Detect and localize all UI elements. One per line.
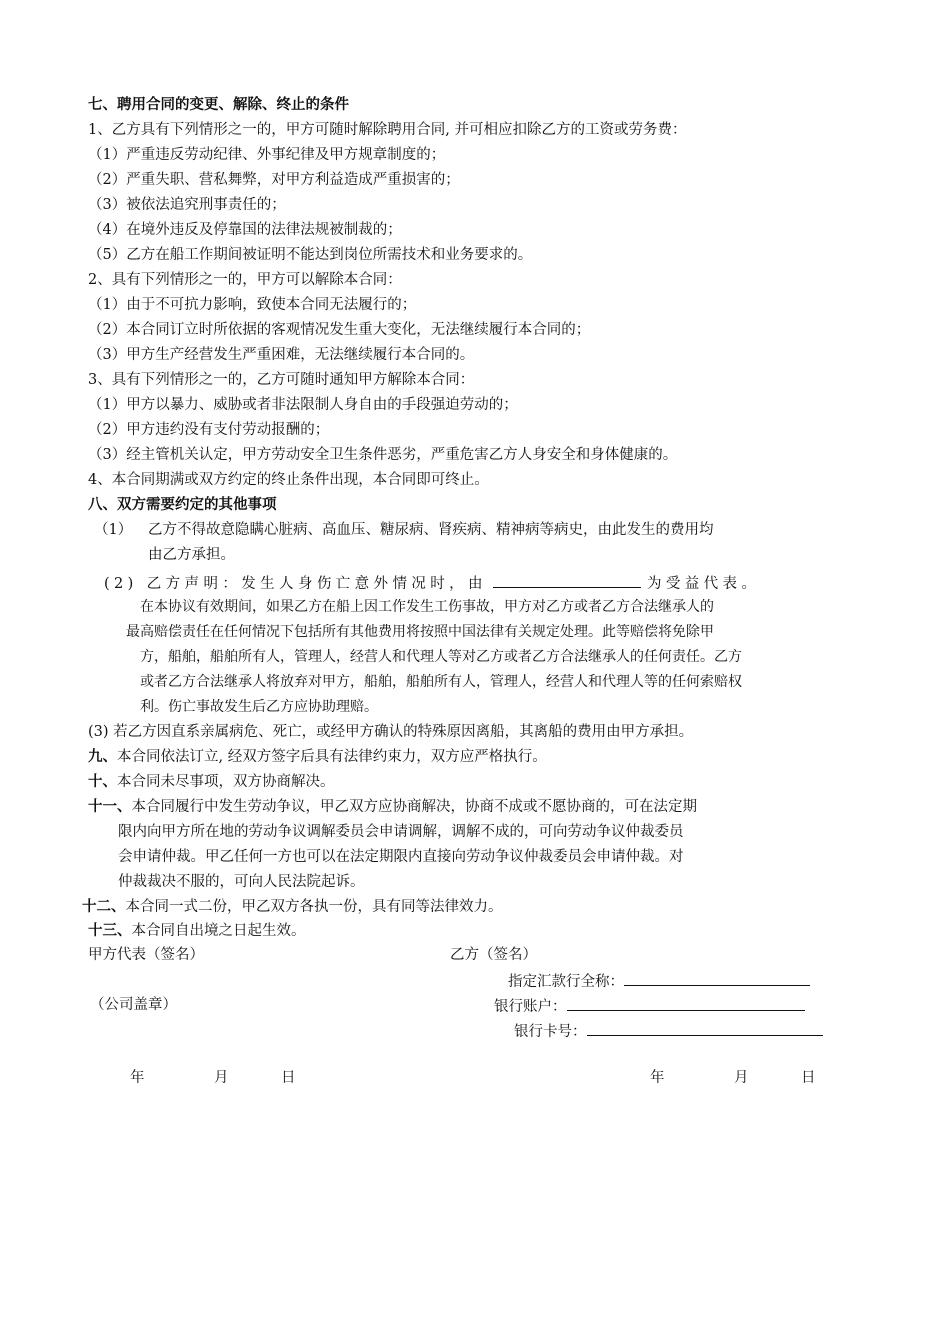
section-7-title: 七、聘用合同的变更、解除、终止的条件 (88, 96, 349, 113)
section-13-text: 本合同自出境之日起生效。 (131, 923, 306, 939)
s8-item-1-number: （1） (94, 522, 133, 538)
s8-item-2-declaration (104, 572, 830, 594)
s8-item-3: (3) 若乙方因直系亲属病危、死亡，或经甲方确认的特殊原因离船，其离船的费用由甲方承担。 (88, 724, 694, 740)
section-11 (88, 797, 697, 817)
bank-card-label: 银行卡号： (514, 1024, 587, 1040)
bank-account-field[interactable] (567, 995, 805, 1011)
section-9 (88, 747, 547, 767)
s7-clause-1: 1、乙方具有下列情形之一的，甲方可随时解除聘用合同, 并可相应扣除乙方的工资或劳务费： (88, 122, 687, 138)
s7-clause-3: 3、具有下列情形之一的，乙方可随时通知甲方解除本合同： (88, 372, 475, 388)
s7-c2-item: （2）本合同订立时所依据的客观情况发生重大变化，无法继续履行本合同的； (88, 322, 591, 338)
month-label: 月 (734, 1070, 749, 1086)
month-label: 月 (214, 1070, 229, 1086)
s7-c1-item: （2）严重失职、营私舞弊，对甲方利益造成严重损害的； (88, 172, 460, 188)
beneficiary-blank-line (493, 572, 641, 588)
bank-name-row (508, 970, 810, 992)
bank-name-label: 指定汇款行全称： (508, 974, 624, 990)
section-11-cont: 会申请仲裁。甲乙任何一方也可以在法定期限内直接向劳动争议仲裁委员会申请仲裁。对 (118, 849, 684, 865)
date-row-party-b (0, 1068, 950, 1090)
s7-c1-item: （1）严重违反劳动纪律、外事纪律及甲方规章制度的； (88, 147, 446, 163)
s8-item-2-lead: (2) 乙方声明：发生人身伤亡意外情况时，由 (104, 576, 487, 592)
party-a-signature-label: 甲方代表（签名） (88, 947, 204, 963)
year-label: 年 (130, 1070, 145, 1086)
bank-account-label: 银行账户： (494, 999, 567, 1015)
section-13-number: 十三、 (88, 922, 132, 939)
year-label: 年 (650, 1070, 665, 1086)
section-11-text: 本合同履行中发生劳动争议，甲乙双方应协商解决，协商不成或不愿协商的，可在法定期 (131, 799, 697, 815)
s7-c1-item: （5）乙方在船工作期间被证明不能达到岗位所需技术和业务要求的。 (88, 247, 533, 263)
company-seal-label: （公司盖章） (90, 997, 177, 1013)
party-b-signature-label: 乙方（签名） (450, 947, 537, 963)
section-11-cont: 仲裁裁决不服的，可向人民法院起诉。 (118, 874, 365, 890)
s8-item-1-text: 乙方不得故意隐瞒心脏病、高血压、糖尿病、肾疾病、精神病等病史，由此发生的费用均 (148, 522, 714, 538)
s8-item-2-body: 或者乙方合法继承人将放弃对甲方，船舶，船舶所有人，管理人，经营人和代理人等的任何索赔权 (140, 674, 742, 690)
s8-item-2-body: 利。伤亡事故发生后乙方应协助理赔。 (140, 699, 378, 715)
s8-item-2-body: 在本协议有效期间，如果乙方在船上因工作发生工伤事故，甲方对乙方或者乙方合法继承人的 (140, 599, 714, 615)
section-13 (88, 921, 306, 941)
section-8-title: 八、双方需要约定的其他事项 (88, 496, 277, 513)
s7-c3-item: （2）甲方违约没有支付劳动报酬的； (88, 422, 330, 438)
section-10-number: 十、 (88, 773, 117, 790)
s8-item-1-text-cont: 由乙方承担。 (148, 547, 235, 563)
s8-item-2-body: 最高赔偿责任在任何情况下包括所有其他费用将按照中国法律有关规定处理。此等赔偿将免除甲 (126, 624, 714, 640)
bank-account-row (494, 995, 805, 1017)
s7-clause-4: 4、本合同期满或双方约定的终止条件出现，本合同即可终止。 (88, 472, 489, 488)
section-10-text: 本合同未尽事项，双方协商解决。 (117, 774, 335, 790)
s8-item-2-body: 方，船舶，船舶所有人，管理人，经营人和代理人等对乙方或者乙方合法继承人的任何责任。乙方 (140, 649, 742, 665)
s7-c1-item: （4）在境外违反及停靠国的法律法规被制裁的； (88, 222, 402, 238)
section-9-text: 本合同依法订立, 经双方签字后具有法律约束力，双方应严格执行。 (117, 749, 547, 765)
bank-card-field[interactable] (587, 1020, 823, 1036)
s7-c1-item: （3）被依法追究刑事责任的； (88, 197, 286, 213)
section-12-number: 十二、 (82, 898, 126, 915)
day-label: 日 (801, 1070, 816, 1086)
s7-c2-item: （1）由于不可抗力影响，致使本合同无法履行的； (88, 297, 417, 313)
s8-item-2-tail: 为受益代表。 (646, 576, 761, 592)
day-label: 日 (281, 1070, 296, 1086)
s7-clause-2: 2、具有下列情形之一的，甲方可以解除本合同： (88, 272, 402, 288)
section-12-text: 本合同一式二份，甲乙双方各执一份，具有同等法律效力。 (125, 899, 503, 915)
section-12 (82, 897, 503, 917)
bank-card-row (514, 1020, 823, 1042)
bank-name-field[interactable] (624, 970, 810, 986)
section-11-number: 十一、 (88, 798, 132, 815)
s7-c3-item: （3）经主管机关认定，甲方劳动安全卫生条件恶劣，严重危害乙方人身安全和身体健康的。 (88, 447, 678, 463)
s7-c3-item: （1）甲方以暴力、威胁或者非法限制人身自由的手段强迫劳动的； (88, 397, 518, 413)
section-10 (88, 772, 335, 792)
s7-c2-item: （3）甲方生产经营发生严重困难，无法继续履行本合同的。 (88, 347, 475, 363)
section-9-number: 九、 (88, 748, 117, 765)
section-11-cont: 限内向甲方所在地的劳动争议调解委员会申请调解，调解不成的，可向劳动争议仲裁委员 (118, 824, 684, 840)
